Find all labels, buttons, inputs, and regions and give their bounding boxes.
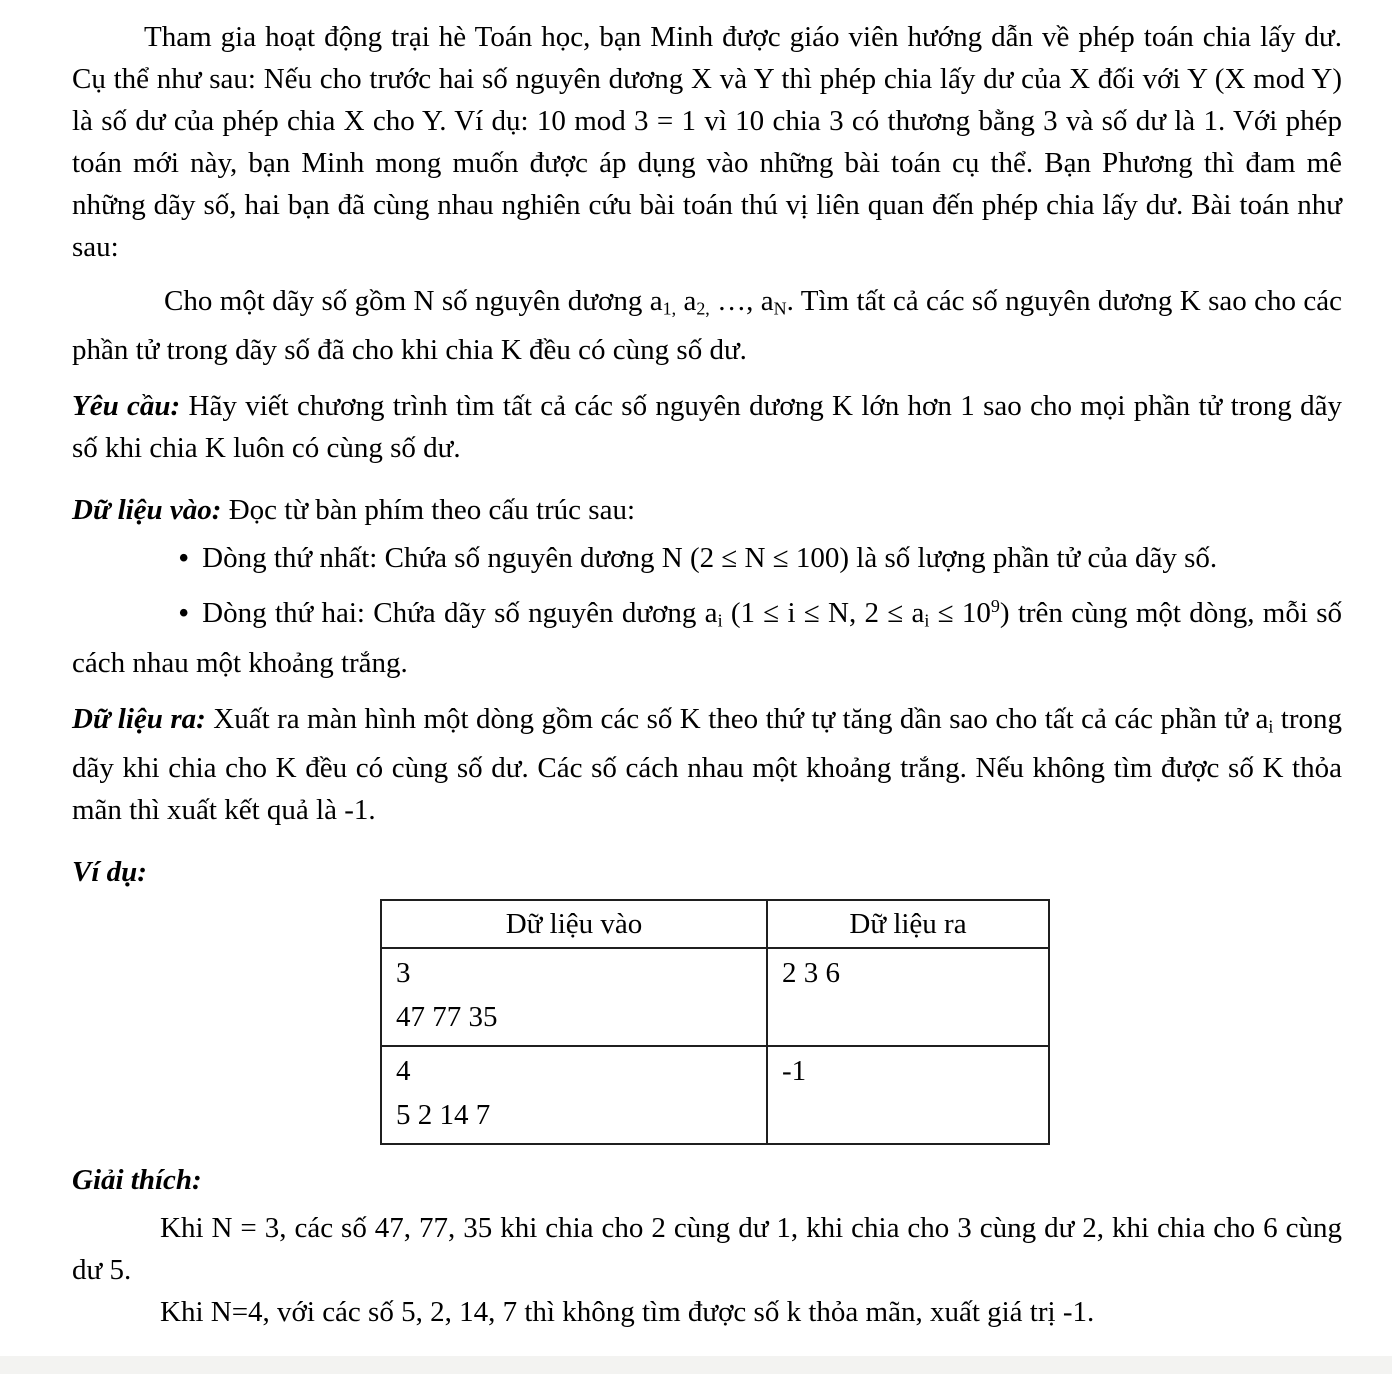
- explanation-heading: [72, 1159, 1342, 1201]
- output-spec-text: Xuất ra màn hình một dòng gồm các số K theo thứ tự tăng dần sao cho tất cả các phần tử ai trong dãy khi chia cho K đều có cùng số dư. Các số cách nhau một khoảng trắng. Nếu không tìm được số K thỏa mãn thì xuất kết quả là -1.: [72, 702, 1343, 827]
- bullet-icon: •: [178, 540, 190, 577]
- bullet-second-text: Dòng thứ hai: Chứa dãy số nguyên dương ai (1 ≤ i ≤ N, 2 ≤ ai ≤ $10^9$) trên cùng một dòng, mỗi số cách nhau một khoảng trắng.: [72, 596, 1343, 679]
- input-spec-label: Dữ liệu vào:: [72, 494, 222, 527]
- requirement-paragraph: [72, 385, 1342, 469]
- example-table-header: [381, 900, 1049, 948]
- bullet-icon: •: [178, 595, 190, 631]
- explanation-paragraph-2: Khi N=4, với các số 5, 2, 14, 7 thì không tìm được số k thỏa mãn, xuất giá trị -1.: [160, 1296, 1095, 1329]
- output-spec-paragraph: [72, 698, 1342, 831]
- bullet-item-second: [72, 585, 1342, 683]
- output-cell-1: 2 3 6: [767, 948, 1049, 1046]
- footer-bar: [0, 1356, 1392, 1374]
- intro-paragraph: Tham gia hoạt động trại hè Toán học, bạn Minh được giáo viên hướng dẫn về phép toán chia lấy dư. Cụ thể như sau: Nếu cho trước hai số nguyên dương X và Y thì phép chia lấy dư của X đối với Y (X mod Y) là số dư của phép chia X cho Y. Ví dụ: 10 mod 3 = 1 vì 10 chia 3 có thương bằng 3 và số dư là 1. Với phép toán mới này, bạn Minh mong muốn được áp dụng vào những bài toán cụ thể. Bạn Phương thì đam mê những dãy số, hai bạn đã cùng nhau nghiên cứu bài toán thú vị liên quan đến phép chia lấy dư. Bài toán như sau:: [72, 21, 1342, 263]
- input-cell-1: 3 47 77 35: [381, 948, 767, 1046]
- example-row-1: [381, 948, 1049, 1046]
- requirement-text: Hãy viết chương trình tìm tất cả các số nguyên dương K lớn hơn 1 sao cho mọi phần tử trong dãy số khi chia K luôn có cùng số dư.: [72, 390, 1342, 465]
- requirement-label: Yêu cầu:: [72, 390, 181, 423]
- header-row: [381, 900, 1049, 948]
- example-table: [380, 899, 1050, 1145]
- input-cell-2: 4 5 2 14 7: [381, 1046, 767, 1144]
- problem-statement-paragraph: Cho một dãy số gồm N số nguyên dương a1, a2, …, aN. Tìm tất cả các số nguyên dương K sao cho các phần tử trong dãy số đã cho khi chia K đều có cùng số dư.: [72, 285, 1342, 367]
- explanation-paragraph-1: Khi N = 3, các số 47, 77, 35 khi chia cho 2 cùng dư 1, khi chia cho 3 cùng dư 2, khi chia cho 6 cùng dư 5.: [72, 1212, 1342, 1287]
- bullet-item-first: [72, 537, 1342, 579]
- output-cell-2: -1: [767, 1046, 1049, 1144]
- explanation-heading-text: Giải thích:: [72, 1164, 202, 1197]
- example-label: [72, 851, 1342, 893]
- example-label-text: Ví dụ:: [72, 856, 147, 889]
- input-spec-text: Đọc từ bàn phím theo cấu trúc sau:: [221, 494, 636, 527]
- example-table-body: [381, 948, 1049, 1144]
- table-header-output: Dữ liệu ra: [767, 900, 1049, 948]
- output-spec-label: Dữ liệu ra:: [72, 702, 206, 735]
- bullet-first-text: Dòng thứ nhất: Chứa số nguyên dương N (2 ≤ N ≤ 100) là số lượng phần tử của dãy số.: [202, 542, 1218, 575]
- input-spec-paragraph: [72, 489, 1342, 531]
- example-row-2: [381, 1046, 1049, 1144]
- table-header-input: Dữ liệu vào: [381, 900, 767, 948]
